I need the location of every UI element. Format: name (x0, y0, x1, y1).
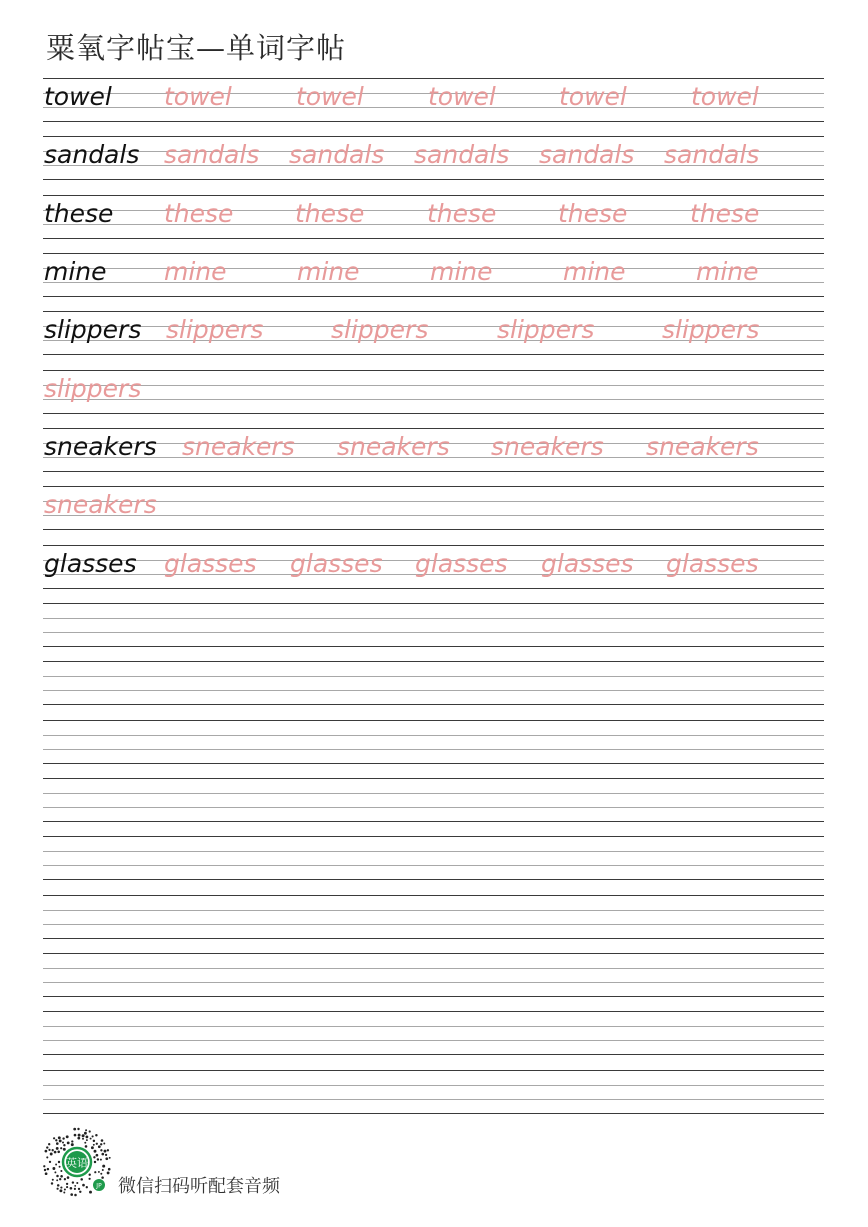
trace-word: towel (164, 82, 232, 111)
rule-line (43, 661, 824, 662)
rule-line (43, 1070, 824, 1071)
rule-line (43, 953, 824, 954)
word-row (43, 311, 824, 355)
ruled-band (43, 603, 824, 647)
rule-line (43, 1011, 824, 1012)
rule-line (43, 910, 824, 911)
rule-line (43, 938, 824, 939)
audio-caption: 微信扫码听配套音频 (118, 1176, 280, 1197)
trace-word: sandals (289, 140, 385, 169)
trace-word: sneakers (182, 432, 295, 461)
rule-line (43, 735, 824, 736)
rule-line (43, 720, 824, 721)
word-row (43, 136, 824, 180)
model-word: slippers (44, 315, 142, 344)
ruled-band (43, 836, 824, 880)
trace-word: slippers (662, 315, 760, 344)
trace-word: towel (428, 82, 496, 111)
trace-word: towel (691, 82, 759, 111)
trace-word: these (690, 199, 760, 228)
rule-line (43, 763, 824, 764)
trace-word: mine (696, 257, 759, 286)
trace-word: glasses (666, 549, 759, 578)
rule-line (43, 632, 824, 633)
qr-logo-text: JP (96, 1182, 102, 1190)
rule-line (43, 821, 824, 822)
model-word: glasses (44, 549, 137, 578)
trace-word: glasses (164, 549, 257, 578)
rule-line (43, 778, 824, 779)
trace-word: glasses (415, 549, 508, 578)
rule-line (43, 1099, 824, 1100)
rule-line (43, 895, 824, 896)
trace-word: these (427, 199, 497, 228)
rule-line (43, 690, 824, 691)
rule-line (43, 807, 824, 808)
rule-line (43, 1054, 824, 1055)
word-row (43, 195, 824, 239)
ruled-band (43, 953, 824, 997)
rule-line (43, 924, 824, 925)
trace-word: towel (559, 82, 627, 111)
model-word: these (44, 199, 114, 228)
word-row (43, 370, 824, 414)
trace-word: sandals (164, 140, 260, 169)
rule-line (43, 676, 824, 677)
trace-word: slippers (331, 315, 429, 344)
model-word: mine (44, 257, 107, 286)
rule-line (43, 879, 824, 880)
trace-word: glasses (541, 549, 634, 578)
rule-line (43, 851, 824, 852)
model-word: sandals (44, 140, 140, 169)
ruled-band (43, 895, 824, 939)
word-row (43, 428, 824, 472)
word-row (43, 253, 824, 297)
word-row (43, 545, 824, 589)
rule-line (43, 836, 824, 837)
trace-word: mine (297, 257, 360, 286)
page-title: 粟氧字帖宝—单词字帖 (46, 31, 347, 65)
rule-line (43, 996, 824, 997)
rule-line (43, 618, 824, 619)
rule-line (43, 1085, 824, 1086)
trace-word: slippers (44, 374, 142, 403)
trace-word: sandals (414, 140, 510, 169)
rule-line (43, 1040, 824, 1041)
trace-word: sneakers (491, 432, 604, 461)
rule-line (43, 749, 824, 750)
trace-word: sneakers (44, 490, 157, 519)
rule-line (43, 646, 824, 647)
rule-line (43, 968, 824, 969)
ruled-band (43, 661, 824, 705)
rule-line (43, 865, 824, 866)
trace-word: these (295, 199, 365, 228)
trace-word: glasses (290, 549, 383, 578)
ruled-band (43, 1011, 824, 1055)
trace-word: sandals (539, 140, 635, 169)
trace-word: towel (296, 82, 364, 111)
rule-line (43, 1113, 824, 1114)
rule-line (43, 1026, 824, 1027)
word-row (43, 486, 824, 530)
trace-word: mine (563, 257, 626, 286)
trace-word: these (164, 199, 234, 228)
qr-badge-text: 英语 (66, 1156, 88, 1170)
ruled-band (43, 1070, 824, 1114)
trace-word: sneakers (337, 432, 450, 461)
ruled-band (43, 720, 824, 764)
trace-word: slippers (497, 315, 595, 344)
model-word: sneakers (44, 432, 157, 461)
trace-word: mine (164, 257, 227, 286)
writing-sheet (43, 78, 824, 1116)
model-word: towel (44, 82, 112, 111)
trace-word: slippers (166, 315, 264, 344)
trace-word: sneakers (646, 432, 759, 461)
rule-line (43, 704, 824, 705)
rule-line (43, 603, 824, 604)
ruled-band (43, 778, 824, 822)
trace-word: sandals (664, 140, 760, 169)
word-row (43, 78, 824, 122)
trace-word: these (558, 199, 628, 228)
qr-code-icon (42, 1127, 112, 1197)
trace-word: mine (430, 257, 493, 286)
rule-line (43, 793, 824, 794)
rule-line (43, 982, 824, 983)
